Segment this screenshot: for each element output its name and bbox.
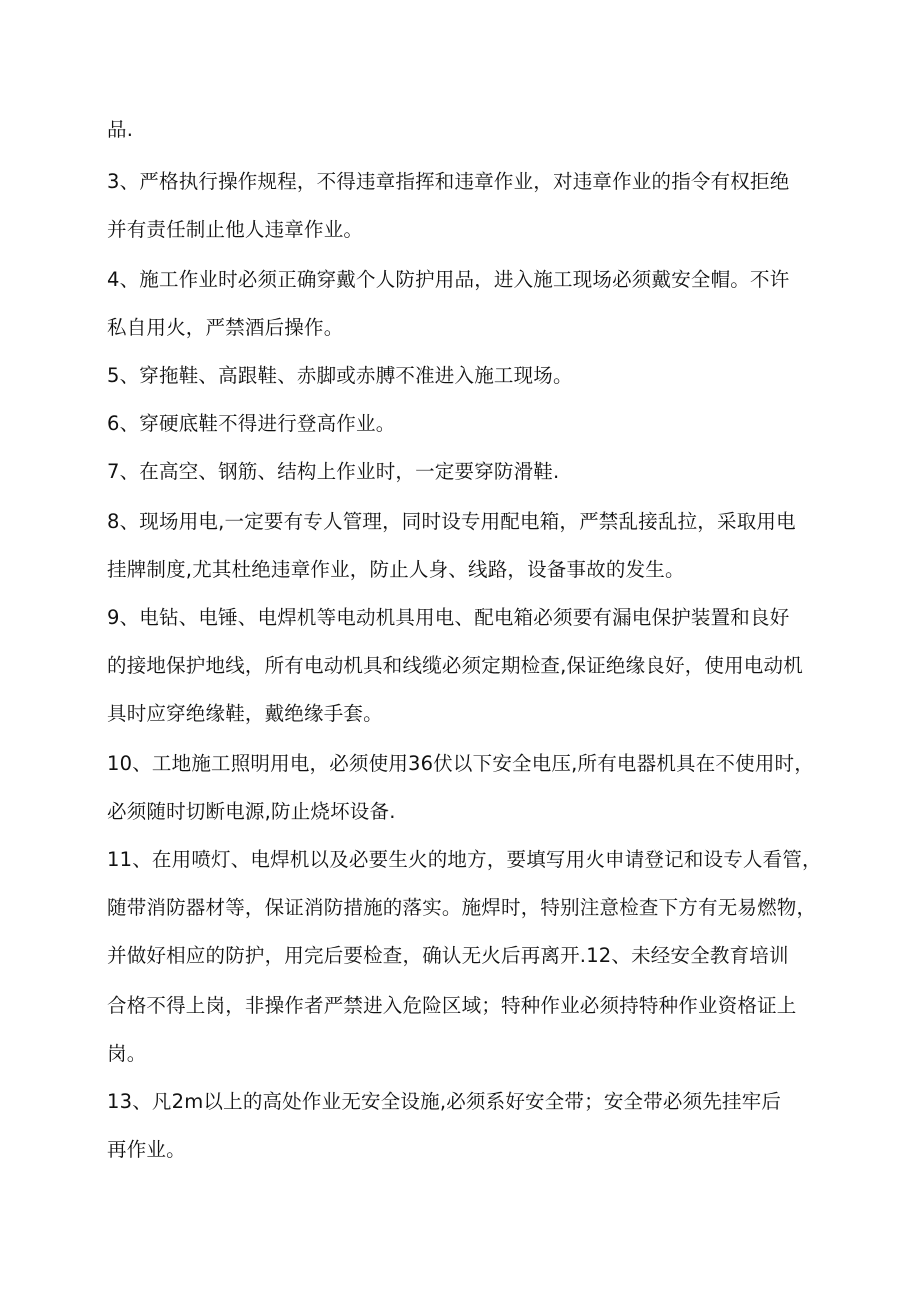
text-line: 并做好相应的防护，用完后要检查，确认无火后再离开.12、未经安全教育培训 [107, 944, 789, 967]
text-line: 10、工地施工照明用电，必须使用36伏以下安全电压,所有电器机具在不使用时， [107, 752, 814, 775]
text-line: 13、凡2m以上的高处作业无安全设施,必须系好安全带；安全带必须先挂牢后 [107, 1090, 782, 1113]
text-line: 随带消防器材等，保证消防措施的落实。施焊时，特别注意检查下方有无易燃物， [107, 896, 817, 919]
text-line: 4、施工作业时必须正确穿戴个人防护用品，进入施工现场必须戴安全帽。不许 [107, 268, 790, 291]
text-line: 岗。 [107, 1042, 147, 1065]
text-line: 的接地保护地线，所有电动机具和线缆必须定期检查,保证绝缘良好，使用电动机 [107, 654, 803, 677]
text-line: 再作业。 [107, 1138, 186, 1161]
text-line: 私自用火，严禁酒后操作。 [107, 316, 344, 339]
text-line: 具时应穿绝缘鞋，戴绝缘手套。 [107, 702, 383, 725]
text-line: 6、穿硬底鞋不得进行登高作业。 [107, 412, 396, 435]
text-line: 8、现场用电,一定要有专人管理，同时设专用配电箱，严禁乱接乱拉，采取用电 [107, 510, 796, 533]
text-line: 3、严格执行操作规程，不得违章指挥和违章作业，对违章作业的指令有权拒绝 [107, 170, 790, 193]
text-line: 7、在高空、钢筋、结构上作业时，一定要穿防滑鞋. [107, 460, 560, 483]
text-line: 挂牌制度,尤其杜绝违章作业，防止人身、线路，设备事故的发生。 [107, 558, 685, 581]
text-line: 11、在用喷灯、电焊机以及必要生火的地方，要填写用火申请登记和设专人看管， [107, 848, 822, 871]
text-line: 5、穿拖鞋、高跟鞋、赤脚或赤膊不准进入施工现场。 [107, 364, 573, 387]
text-line: 9、电钻、电锤、电焊机等电动机具用电、配电箱必须要有漏电保护装置和良好 [107, 606, 790, 629]
text-line: 并有责任制止他人违章作业。 [107, 218, 364, 241]
text-line: 必须随时切断电源,防止烧坏设备. [107, 800, 396, 823]
text-line: 合格不得上岗，非操作者严禁进入危险区域；特种作业必须持特种作业资格证上 [107, 994, 797, 1017]
text-line: 品. [107, 118, 134, 141]
